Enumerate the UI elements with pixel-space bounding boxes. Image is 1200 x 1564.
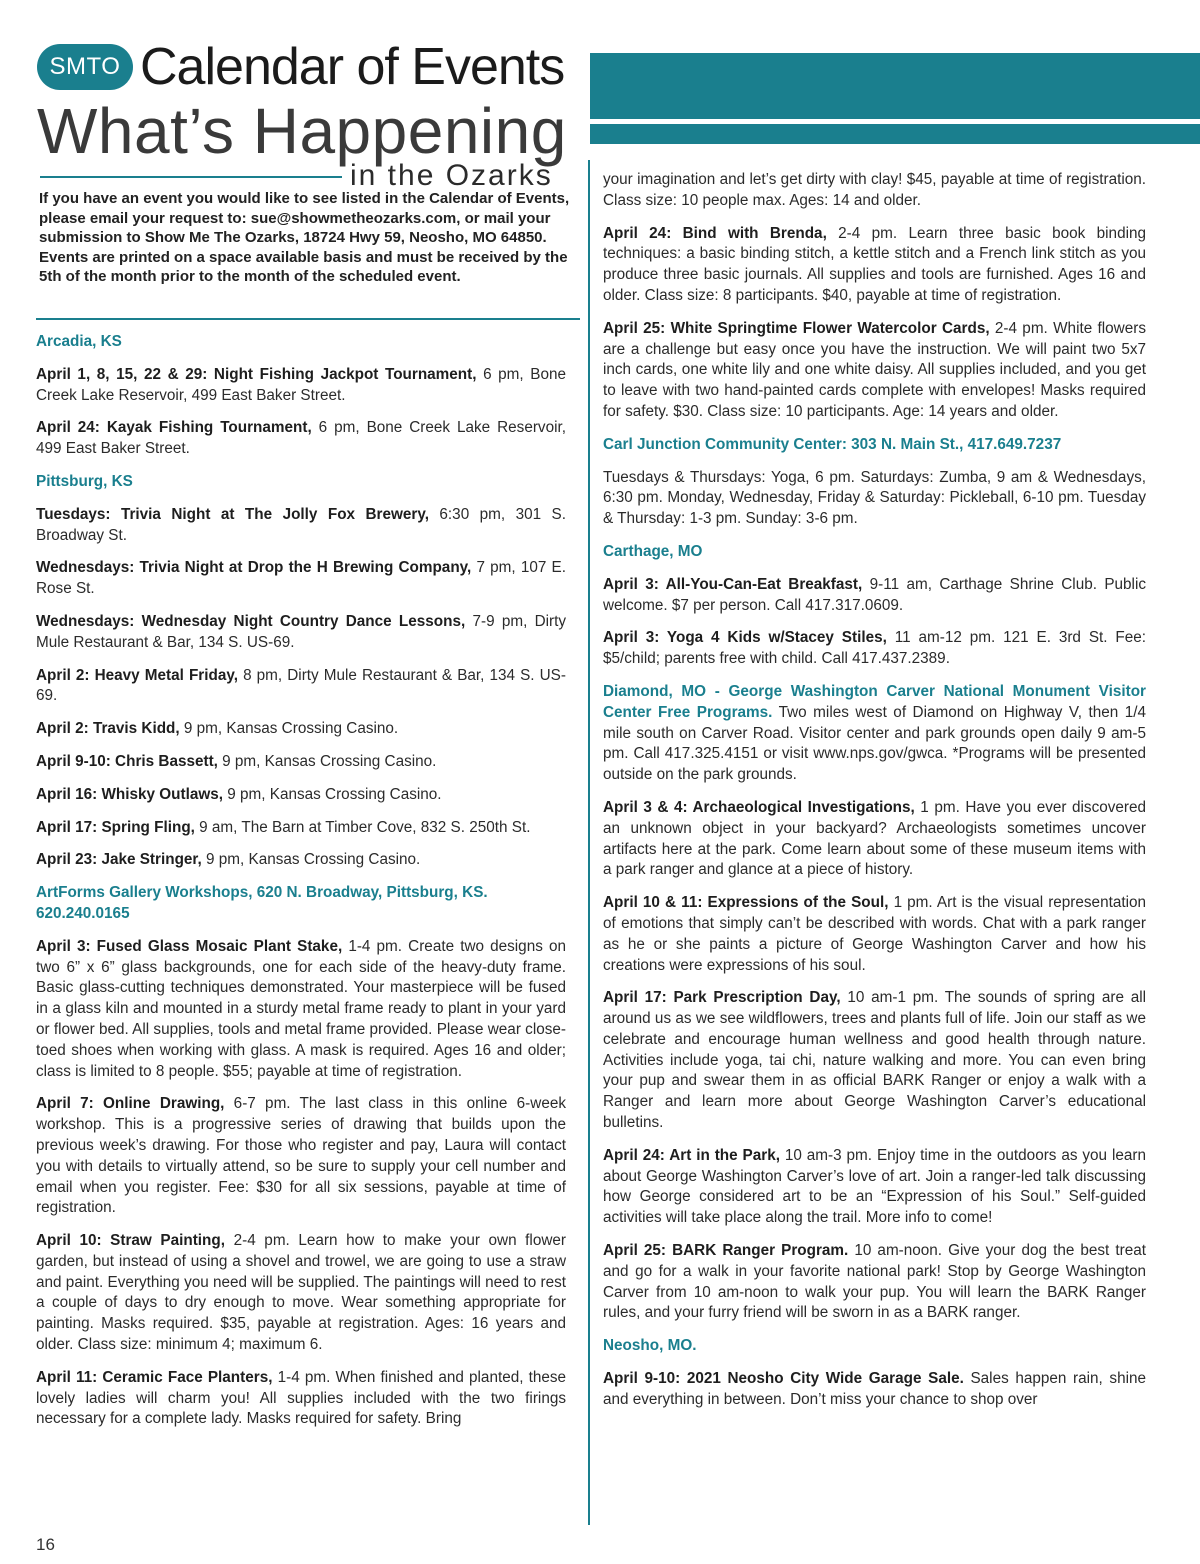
- event-entry: [36, 785, 566, 806]
- right-column: [603, 170, 1146, 1411]
- section-heading-carthage: Carthage, MO: [603, 542, 703, 560]
- section-heading-arcadia: Arcadia, KS: [36, 333, 122, 350]
- event-title: April 3: Yoga 4 Kids w/Stacey Stiles,: [603, 629, 887, 647]
- event-title: Tuesdays: Trivia Night at The Jolly Fox Brewery,: [36, 505, 429, 523]
- event-entry: [603, 1241, 1146, 1324]
- event-entry: [36, 505, 566, 547]
- event-details: 9 pm, Kansas Crossing Casino.: [223, 785, 442, 803]
- event-entry: [36, 1368, 566, 1430]
- event-entry: [603, 1369, 1146, 1411]
- event-details: 7 pm, 107 E. Rose St.: [36, 559, 566, 598]
- event-title: April 10 & 11: Expressions of the Soul,: [603, 894, 889, 912]
- event-entry: [36, 818, 566, 839]
- event-entry: [603, 798, 1146, 881]
- event-title: April 17: Spring Fling,: [36, 818, 195, 836]
- event-title: April 16: Whisky Outlaws,: [36, 785, 224, 803]
- column-divider: [588, 160, 590, 1525]
- intro-divider: [36, 318, 580, 320]
- event-entry: [603, 1146, 1146, 1229]
- event-entry: [603, 628, 1146, 670]
- event-details: 6-7 pm. The last class in this online 6-week workshop. This is a progressive series of drawing that builds upon the previous week’s drawing. For those who register and pay, Laura will contact you with details to virtually attend, so be sure to supply your cell number and email when you register. Fee: $30 for all six sessions, payable at time of registration.: [36, 1095, 566, 1217]
- event-entry: [36, 418, 566, 460]
- smto-logo-badge: SMTO: [37, 44, 133, 90]
- event-title: April 1, 8, 15, 22 & 29: Night Fishing Jackpot Tournament,: [36, 365, 477, 383]
- event-details: 7-9 pm, Dirty Mule Restaurant & Bar, 134 S. US-69.: [36, 612, 567, 651]
- event-entry: [36, 365, 566, 407]
- event-title: April 25: White Springtime Flower Watercolor Cards,: [603, 319, 990, 337]
- event-title: Wednesdays: Trivia Night at Drop the H Brewing Company,: [36, 559, 472, 577]
- event-title: April 3 & 4: Archaeological Investigations,: [603, 798, 915, 816]
- event-title: April 17: Park Prescription Day,: [603, 989, 841, 1007]
- event-details: 1-4 pm. Create two designs on two 6” x 6” glass backgrounds, one for each side of the heavy-duty frame. Basic glass-cutting techniques demonstrated. Your masterpiece will be fused in a glass kiln and mounted in a sturdy metal frame ready to plant in your yard or flower bed. All supplies, tools and metal frame provided. Please wear close-toed shoes when working with glass. A mask is required. Ages 16 and older; class is limited to 8 people. $55; payable at time of registration.: [36, 937, 566, 1080]
- event-details: 8 pm, Dirty Mule Restaurant & Bar, 134 S. US-69.: [36, 666, 566, 705]
- event-title: April 24: Art in the Park,: [603, 1146, 780, 1164]
- section-heading-neosho: Neosho, MO.: [603, 1337, 697, 1355]
- event-entry: [603, 988, 1146, 1134]
- event-entry: [36, 937, 566, 1083]
- event-title: April 7: Online Drawing,: [36, 1095, 225, 1113]
- event-entry: [36, 558, 566, 600]
- event-title: April 10: Straw Painting,: [36, 1232, 225, 1250]
- event-details: Sales happen rain, shine and everything in between. Don’t miss your chance to shop over: [603, 1370, 1147, 1408]
- event-title: April 11: Ceramic Face Planters,: [36, 1368, 273, 1386]
- event-entry: [36, 666, 566, 708]
- event-details: 2-4 pm. Learn three basic book binding techniques: a basic binding stitch, a kettle stitch and a French link stitch as you produce three basic journals. All supplies and tools are furnished. Ages 16 and older. Class size: 8 participants. $40, payable at time of registration.: [603, 224, 1146, 304]
- event-details: 10 am-3 pm. Enjoy time in the outdoors as you learn about George Washington Carver’s love of art. Join a ranger-led talk discussing how George considered art to be an “Expression of his Soul.” Self-guided activities will take place along the trail. More info to come!: [603, 1146, 1146, 1227]
- event-details: 2-4 pm. Learn how to make your own flower garden, but instead of using a shovel and trowel, we are going to use a straw and paint. Everything you need will be supplied. The paintings will need to rest a couple of days to dry enough to move. Wear something appropriate for painting. Masks required. $35, payable at registration. Ages: 16 years and older. Class size: minimum 4; maximum 6.: [36, 1232, 566, 1354]
- section-heading-carl-junction: Carl Junction Community Center: 303 N. Main St., 417.649.7237: [603, 435, 1062, 453]
- event-title: April 24: Kayak Fishing Tournament,: [36, 419, 312, 437]
- title-underline: [40, 176, 342, 178]
- event-details: 9 pm, Kansas Crossing Casino.: [217, 752, 437, 770]
- event-title: April 9-10: Chris Bassett,: [36, 752, 218, 770]
- tagline: in the Ozarks: [350, 159, 553, 192]
- page-title: Calendar of Events: [140, 38, 565, 96]
- event-details: 10 am-noon. Give your dog the best treat and go for a walk in your favorite national park! Stop by George Washington Carver from 10 am-noon to walk your pup. You will learn the BARK Ranger rules, and your furry friend will be sworn in as a BARK ranger.: [603, 1242, 1146, 1322]
- event-entry: [36, 612, 566, 654]
- event-entry: [36, 850, 566, 871]
- event-entry: [36, 1094, 566, 1219]
- event-title: April 2: Travis Kidd,: [36, 720, 180, 738]
- event-details: 9 pm, Kansas Crossing Casino.: [201, 851, 421, 869]
- section-diamond: [603, 682, 1146, 786]
- event-title: April 24: Bind with Brenda,: [603, 224, 827, 242]
- event-details: 6 pm, Bone Creek Lake Reservoir, 499 East Baker Street.: [36, 365, 566, 404]
- event-details: 9-11 am, Carthage Shrine Club. Public welcome. $7 per person. Call 417.317.0609.: [603, 575, 1147, 614]
- page-number: 16: [36, 1535, 55, 1554]
- event-entry: [36, 719, 566, 740]
- left-column: [36, 332, 566, 1430]
- event-details: 9 pm, Kansas Crossing Casino.: [179, 720, 399, 738]
- event-details: 9 am, The Barn at Timber Cove, 832 S. 250th St.: [194, 818, 531, 836]
- section-heading-pittsburg: Pittsburg, KS: [36, 472, 133, 490]
- event-details: 2-4 pm. White flowers are a challenge but easy once you have the instruction. We will paint two 5x7 inch cards, one white lily and one white daisy. All supplies included, and you get to leave with two hand-painted cards complete with envelopes! Masks required for safety. $30. Class size: 10 participants. Age: 14 years and older.: [603, 319, 1146, 420]
- event-title: April 2: Heavy Metal Friday,: [36, 666, 238, 684]
- event-entry: [603, 319, 1146, 423]
- event-entry: [36, 752, 566, 773]
- event-details: 1-4 pm. When finished and planted, these lovely ladies will charm you! All supplies included with the two firings necessary for a complete lady. Masks required for safety. Bring: [36, 1368, 567, 1428]
- event-entry: [36, 1231, 566, 1356]
- section-heading-diamond: Diamond, MO - George Washington Carver National Monument Visitor Center Free Programs.: [603, 682, 1146, 721]
- event-entry: [603, 575, 1146, 617]
- event-details: 6:30 pm, 301 S. Broadway St.: [36, 505, 566, 544]
- continued-text: your imagination and let’s get dirty with clay! $45, payable at time of registration. Class size: 10 people max. Ages: 14 and older.: [603, 171, 1146, 209]
- event-entry: [603, 224, 1146, 307]
- event-details: 1 pm. Art is the visual representation of emotions that simply can’t be described with words. Chat with a park ranger as he or she paints a picture of George Washington Carver and how his creations were expressions of his soul.: [603, 894, 1146, 974]
- decorative-teal-bar: [590, 53, 1200, 119]
- event-title: April 23: Jake Stringer,: [36, 851, 202, 869]
- decorative-teal-stripe: [590, 124, 1200, 144]
- event-title: Wednesdays: Wednesday Night Country Dance Lessons,: [36, 612, 466, 630]
- event-title: April 9-10: 2021 Neosho City Wide Garage Sale.: [603, 1370, 964, 1388]
- schedule-text: Tuesdays & Thursdays: Yoga, 6 pm. Saturdays: Zumba, 9 am & Wednesdays, 6:30 pm. Monday, Wednesday, Friday & Saturday: Pickleball, 6-10 pm. Tuesday & Thursday: 1-3 pm. Sunday: 3-6 pm.: [603, 468, 1146, 528]
- event-entry: [603, 893, 1146, 976]
- event-title: April 3: Fused Glass Mosaic Plant Stake,: [36, 937, 343, 955]
- event-details: 10 am-1 pm. The sounds of spring are all around us as we see wildflowers, trees and plants full of life. Join our staff as we celebrate and encourage human wellness and good health through nature. Activities include yoga, tai chi, nature walking and more. You can even bring your pup and swear them in as official BARK Ranger or enjoy a walk with a Ranger and learn more about George Washington Carver’s educational bulletins.: [603, 989, 1147, 1132]
- event-title: April 3: All-You-Can-Eat Breakfast,: [603, 575, 863, 593]
- submission-instructions: If you have an event you would like to see listed in the Calendar of Events, please email your request to: sue@showmetheozarks.com, or mail your submission to Show Me The Ozarks, 18724 Hwy 59, Neosho, MO 64850. Events are printed on a space available basis and must be received by the 5th of the month prior to the month of the scheduled event.: [39, 190, 570, 286]
- event-title: April 25: BARK Ranger Program.: [603, 1242, 849, 1260]
- event-details: 1 pm. Have you ever discovered an unknown object in your backyard? Archaeologists sometimes uncover artifacts here at the park. Come learn about some of these museum items with a park ranger and glance at a piece of history.: [603, 798, 1146, 879]
- event-details: 6 pm, Bone Creek Lake Reservoir, 499 East Baker Street.: [36, 419, 566, 458]
- section-heading-artforms: ArtForms Gallery Workshops, 620 N. Broadway, Pittsburg, KS. 620.240.0165: [36, 884, 488, 922]
- headline: What’s Happening: [37, 95, 567, 167]
- event-details: 11 am-12 pm. 121 E. 3rd St. Fee: $5/child; parents free with child. Call 417.437.2389.: [603, 629, 1146, 668]
- section-description: Two miles west of Diamond on Highway V, then 1/4 mile south on Carver Road. Visitor center and park grounds open daily 9 am-5 pm. Call 417.325.4151 or visit www.nps.gov/gwca. *Programs will be presented outside on the park grounds.: [603, 703, 1146, 784]
